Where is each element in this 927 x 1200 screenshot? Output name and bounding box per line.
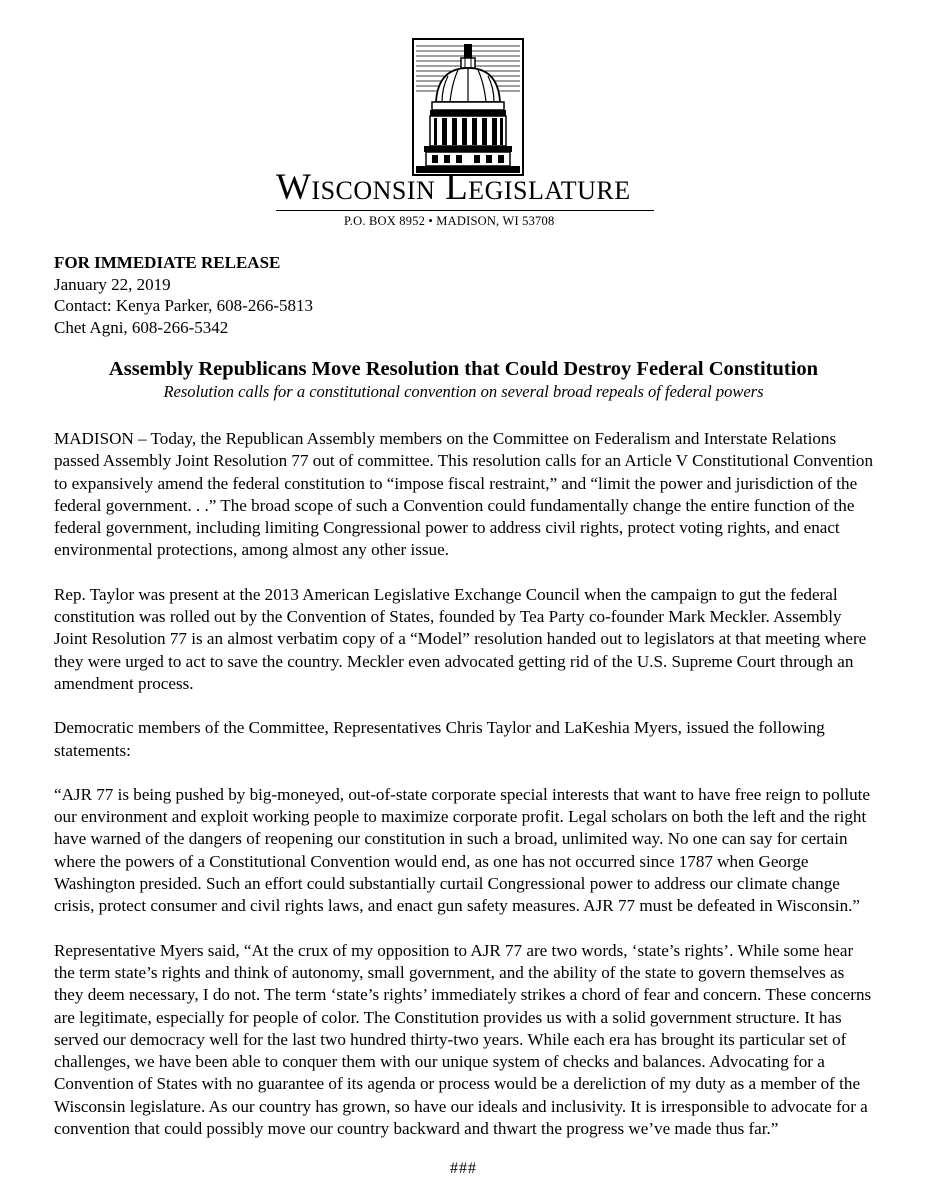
release-label: FOR IMMEDIATE RELEASE [54, 253, 281, 272]
end-mark: ### [450, 1160, 477, 1177]
release-info [54, 252, 313, 338]
contact-primary: Contact: Kenya Parker, 608-266-5813 [54, 296, 313, 315]
capitol-dome-icon [412, 38, 524, 178]
headline: Assembly Republicans Move Resolution that Could Destroy Federal Constitution [108, 358, 819, 380]
subheadline: Resolution calls for a constitutional convention on several broad repeals of federal powers [163, 382, 764, 401]
press-release-body [54, 428, 876, 1162]
letterhead [0, 0, 927, 235]
letterhead-rule [276, 210, 654, 211]
body-paragraph: Democratic members of the Committee, Representatives Chris Taylor and LaKeshia Myers, issued the following statements: [54, 718, 825, 760]
organization-address: P.O. BOX 8952 • MADISON, WI 53708 [344, 214, 555, 228]
release-date: January 22, 2019 [54, 274, 171, 294]
body-paragraph: Representative Myers said, “At the crux of my opposition to AJR 77 are two words, ‘state’s rights’. While some hear the term state’s rights and think of autonomy, small government, and the ability of the state to govern themselves as they deem necessary, I do not. The term ‘state’s rights’ immediately strikes a chord of fear and concern. These concerns are legitimate, especially for people of color. The Constitution provides us with a solid government structure. It has served our democracy well for the last two hundred thirty-two years. While each era has brought its particular set of challenges, we have been able to conquer them with our unique system of checks and balances. Advocating for a Convention of States with no guarantee of its agenda or process would be a dereliction of my duty as a member of the Wisconsin legislature. As our country has grown, so have our ideals and inclusivity. It is irresponsible to advocate for a convention that could possibly move our country backward and thwart the progress we’ve made thus far.” [54, 940, 872, 1139]
contact-secondary: Chet Agni, 608-266-5342 [54, 317, 229, 337]
body-paragraph: MADISON – Today, the Republican Assembly members on the Committee on Federalism and Interstate Relations passed Assembly Joint Resolution 77 out of committee. This resolution calls for an Article V Constitutional Convention to expansively amend the federal constitution to “impose fiscal restraint,” and “limit the power and jurisdiction of the federal government. . .” The broad scope of such a Convention could fundamentally change the entire function of the federal government, including limiting Congressional power to address civil rights, protect voting rights, and enact environmental protections, among almost any other issue. [54, 429, 874, 560]
body-paragraph: Rep. Taylor was present at the 2013 American Legislative Exchange Council when the campaign to gut the federal constitution was rolled out by the Convention of States, founded by Tea Party co-founder Mark Meckler. Assembly Joint Resolution 77 is an almost verbatim copy of a “Model” resolution handed out to legislators at that meeting where they were urged to act to save the country. Meckler even advocated getting rid of the U.S. Supreme Court through an amendment process. [54, 584, 867, 693]
body-paragraph: “AJR 77 is being pushed by big-moneyed, out-of-state corporate special interests that want to have free reign to pollute our environment and exploit working people to maximize corporate profit. Legal scholars on both the left and the right have warned of the dangers of reopening our constitution in such a broad, unlimited way. No one can say for certain where the powers of a Constitutional Convention would end, as one has not occurred since 1787 when George Washington presided. Such an effort could substantially curtail Congressional power to address our climate change crisis, protect consumer and civil rights laws, and enact gun safety measures. AJR 77 must be defeated in Wisconsin.” [54, 784, 870, 916]
organization-name: Wisconsin Legislature [276, 167, 631, 208]
